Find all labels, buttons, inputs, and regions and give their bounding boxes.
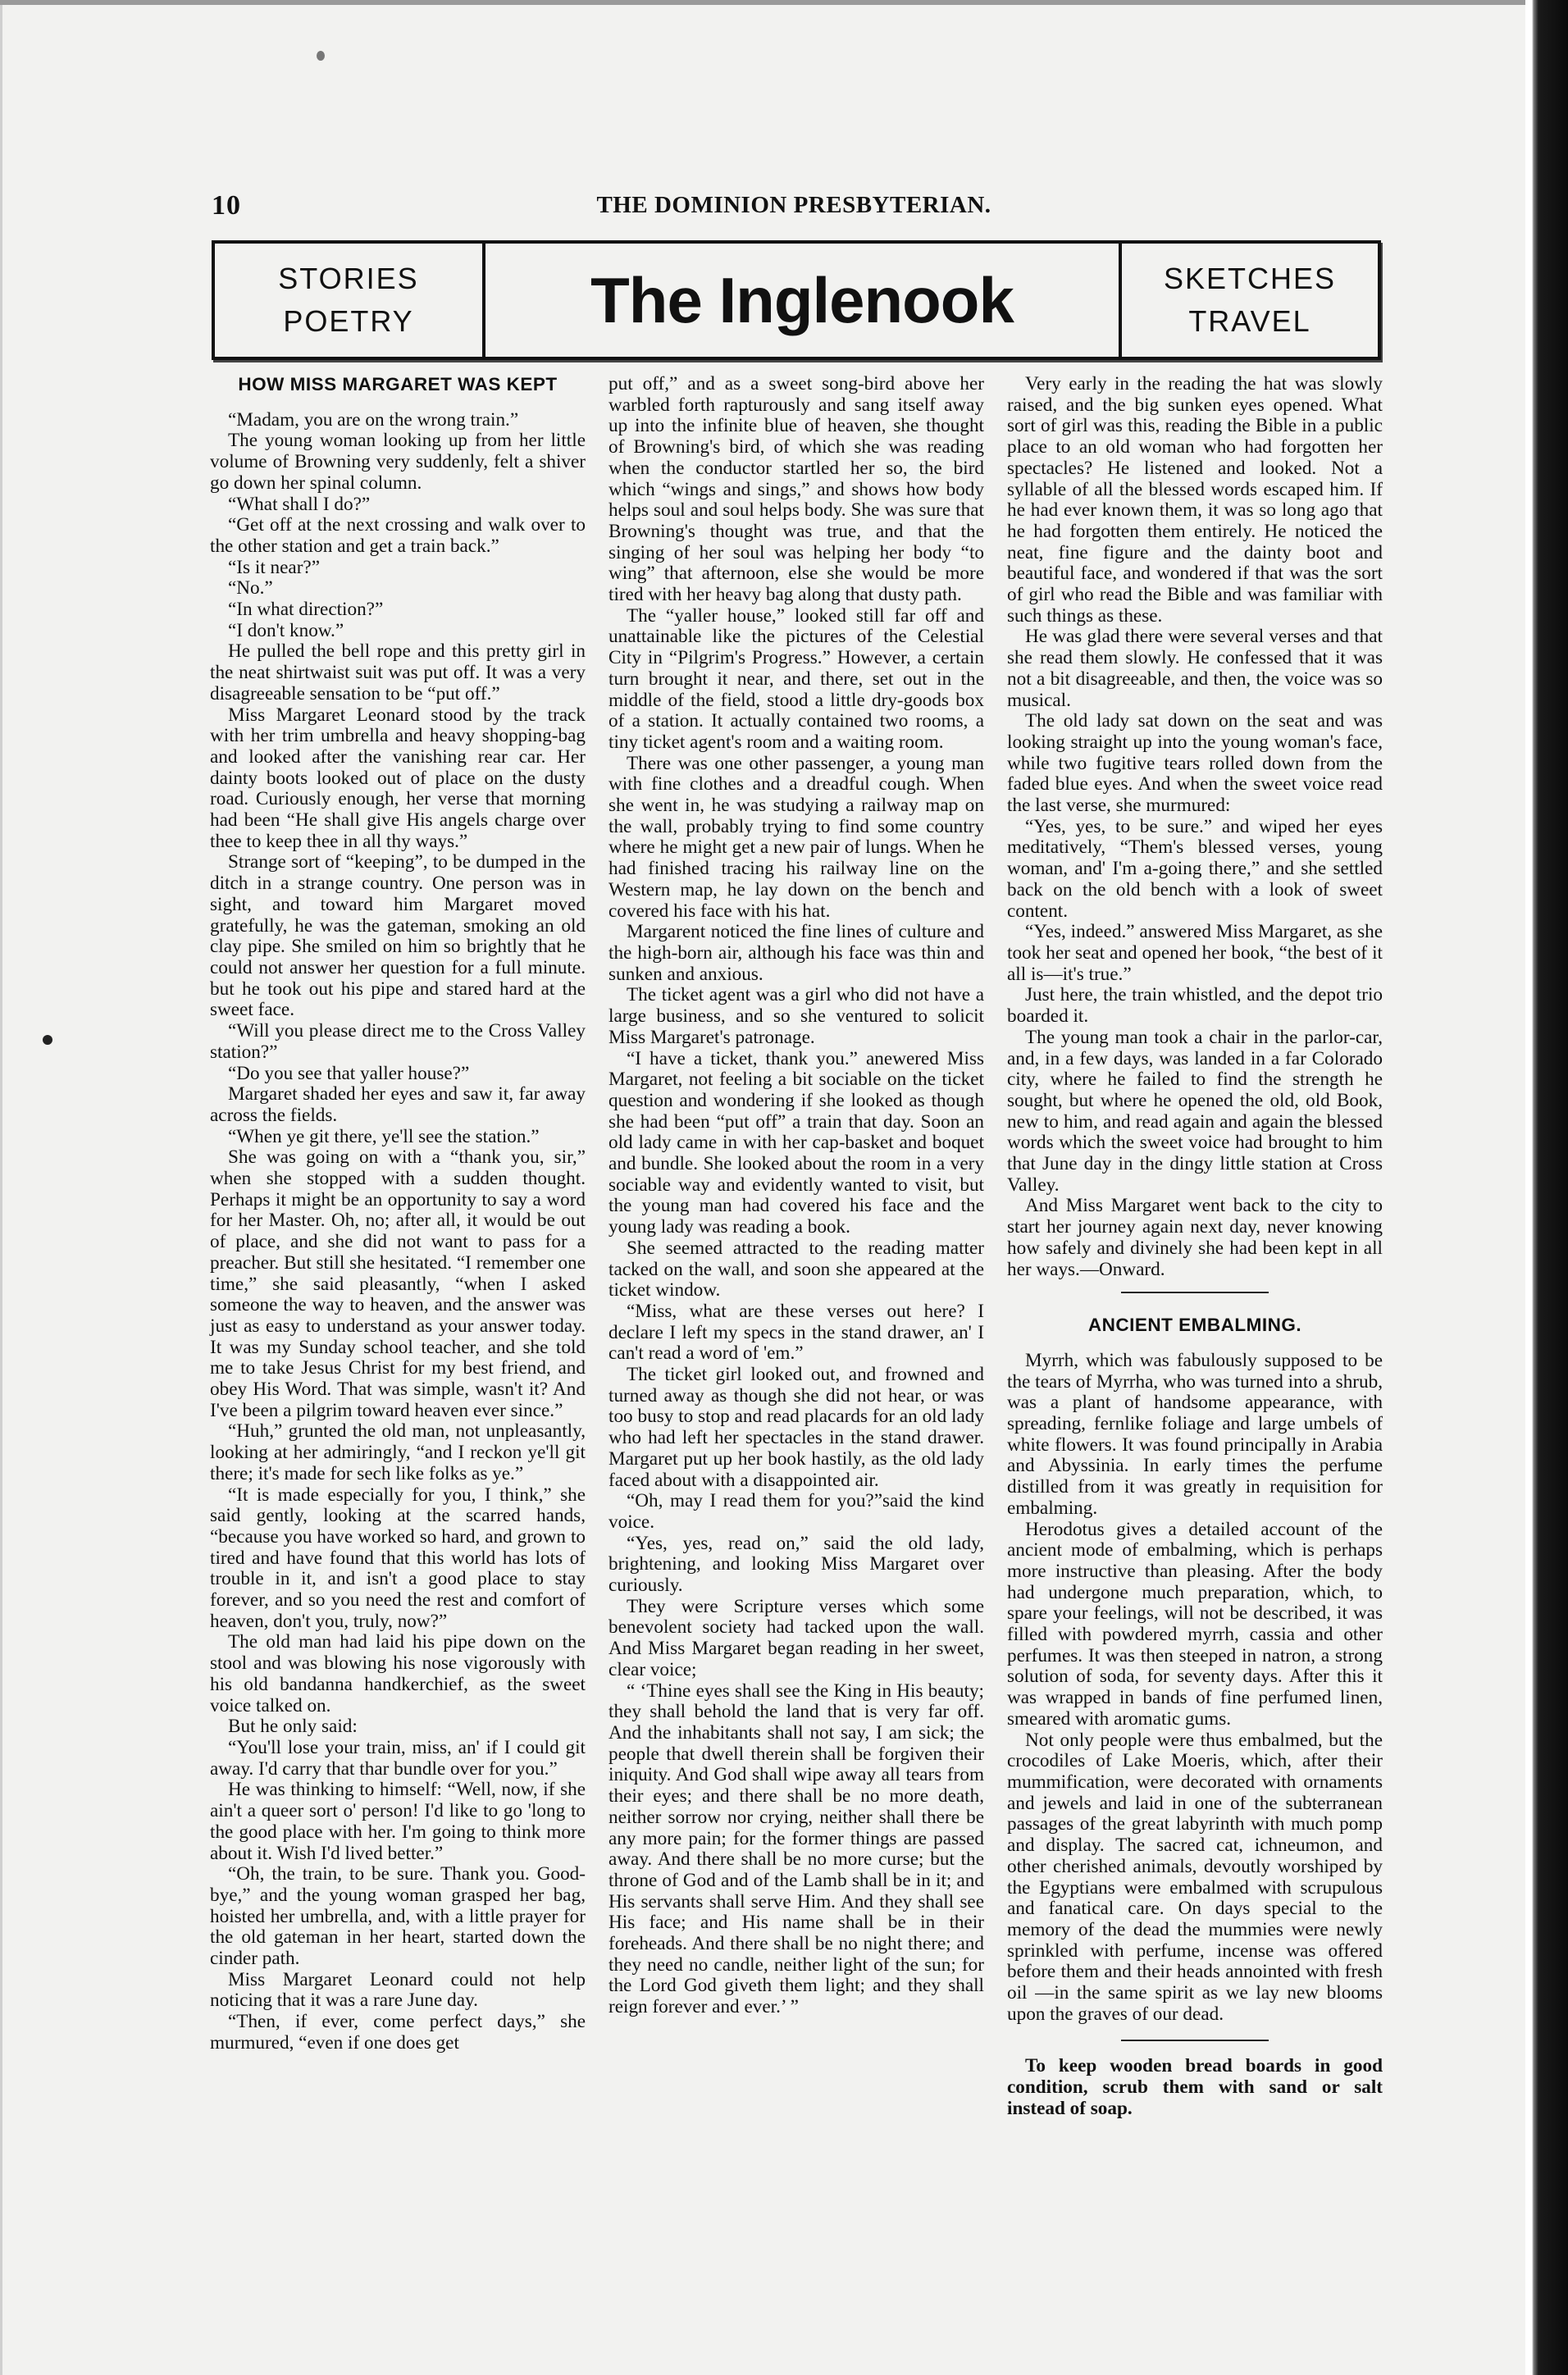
column-3-body	[1007, 374, 1383, 1280]
paragraph: Miss Margaret Leonard stood by the track with her trim umbrella and heavy shopping-bag and looked after the vanishing rear car. Her dainty boots looked out of place on the dusty road. Curiously enough, her verse that morning had been “He shall give His angels charge over thee to keep thee in all thy ways.”	[210, 704, 586, 852]
paragraph: “Oh, the train, to be sure. Thank you. Good-bye,” and the young woman grasped her bag, hoisted her umbrella, and, with a little prayer for the old gateman in her heart, started down the cinder path.	[210, 1863, 586, 1970]
paragraph: “Do you see that yaller house?”	[228, 1062, 470, 1084]
paragraph: Not only people were thus embalmed, but the crocodiles of Lake Moeris, which, after their mummification, were decorated with ornaments and jewels and laid in one of the subterranean passages of the great labyrinth with much pomp and display. The sacred cat, ichneumon, and other cherished animals, devoutly worshiped by the Egyptians were embalmed with scrupulous and fanatical care. On days special to the memory of the dead the mummies were newly sprinkled with perfume, incense was offered before them and their heads annointed with fresh oil —in the same spirit as we lay new blooms upon the graves of our dead.	[1007, 1729, 1383, 2025]
paragraph: “When ye git there, ye'll see the station.”	[228, 1125, 540, 1147]
paragraph: Just here, the train whistled, and the depot trio boarded it.	[1007, 984, 1383, 1028]
banner-title: The Inglenook	[590, 263, 1014, 336]
embalming-body	[1007, 1351, 1383, 2026]
article-headline: ANCIENT EMBALMING.	[1087, 1315, 1302, 1336]
paragraph: The old man had laid his pipe down on the stool and was blowing his nose vigorously with his old bandanna handkerchief, as the sweet voice talked on.	[210, 1631, 586, 1716]
paragraph: Strange sort of “keeping”, to be dumped in the ditch in a strange country. One person was in sight, and toward him Margaret moved gratefully, he was the gateman, smoking an old clay pipe. She smiled on him so brightly that he could not answer her question for a full minute. but he took out his pipe and stared hard at the sweet face.	[210, 851, 586, 1021]
paragraph: The young man took a chair in the parlor-car, and, in a few days, was landed in a far Colorado city, where he failed to find the strength he sought, but where he opened the old, old Book, new to him, and read again and again the blessed words which the sweet voice had brought to him that June day in the dingy little station at Cross Valley.	[1007, 1026, 1383, 1196]
note-paragraph: To keep wooden bread boards in good condition, scrub them with sand or salt instead of soap.	[1007, 2055, 1383, 2119]
paragraph: “You'll lose your train, miss, an' if I could git away. I'd carry that thar bundle over for you.”	[210, 1737, 586, 1780]
paragraph: They were Scripture verses which some benevolent society had tacked upon the wall. And Miss Margaret began reading in her sweet, clear voice;	[609, 1595, 984, 1680]
banner-right-line2: TRAVEL	[1188, 304, 1311, 338]
paragraph: “Huh,” grunted the old man, not unpleasantly, looking at her admiringly, “and I reckon ye'll git there; it's made for sech like folks as ye.”	[210, 1420, 586, 1484]
paragraph: Margarent noticed the fine lines of culture and the high-born air, although his face was thin and sunken and anxious.	[609, 921, 984, 985]
paragraph: The “yaller house,” looked still far off and unattainable like the pictures of the Celestial City in “Pilgrim's Progress.” However, a certain turn brought it near, and there, set out in the middle of the field, stood a little dry-goods box of a station. It actually contained two rooms, a tiny ticket agent's room and a waiting room.	[609, 604, 984, 753]
paragraph: “In what direction?”	[228, 599, 384, 621]
page-number: 10	[212, 190, 241, 221]
paragraph: He was glad there were several verses and that she read them slowly. He confessed that it was not a bit disagreeable, and then, the voice was so musical.	[1007, 626, 1383, 711]
paragraph: “Miss, what are these verses out here? I declare I left my specs in the stand drawer, an' I can't read a word of 'em.”	[609, 1300, 984, 1365]
paragraph: He was thinking to himself: “Well, now, if she ain't a queer sort o' person! I'd like to go 'long to the good place with her. I'm going to think more about it. Wish I'd lived better.”	[210, 1779, 586, 1864]
household-note	[1007, 2056, 1383, 2119]
paragraph: “It is made especially for you, I think,” she said gently, looking at the scarred hands, “because you have worked so hard, and grown to tired and have found that this world has lots of trouble in it, and isn't a good place to stay forever, and so you need the rest and comfort of heaven, don't you, truly, now?”	[210, 1484, 586, 1632]
section-divider	[1121, 1292, 1269, 1293]
column-1	[210, 374, 586, 2054]
scan-right-edge	[1525, 0, 1568, 2375]
paragraph: The young woman looking up from her little volume of Browning very suddenly, felt a shiver go down her spinal column.	[210, 430, 586, 494]
paragraph: “Yes, yes, to be sure.” and wiped her eyes meditatively, “Them's blessed verses, young woman, and' I'm a-going there,” and she settled back on the old bench with a look of sweet content.	[1007, 815, 1383, 922]
paragraph: The ticket girl looked out, and frowned and turned away as though she did not hear, or was too busy to stop and read placards for an old lady who had left her spectacles in the stand drawer. Margaret put up her book hastily, as the old lady faced about with a disappointed air.	[609, 1364, 984, 1491]
paragraph: She was going on with a “thank you, sir,” when she stopped with a sudden thought. Perhaps it might be an opportunity to say a word for her Master. Oh, no; after all, it would be out of place, and she did not want to pass for a preacher. But still she hesitated. “I remember one time,” she said pleasantly, “when I asked someone the way to heaven, and the answer was just as easy to understand as your answer today. It was my Sunday school teacher, and she told me to take Jesus Christ for my best friend, and obey His Word. That was simple, wasn't it? And I've been a pilgrim toward heaven ever since.”	[210, 1146, 586, 1421]
paragraph: “Is it near?”	[228, 556, 320, 578]
paragraph: “Oh, may I read them for you?”said the kind voice.	[609, 1490, 984, 1533]
paragraph: “What shall I do?”	[228, 493, 371, 515]
paragraph: “Madam, you are on the wrong train.”	[228, 408, 519, 431]
paragraph: Herodotus gives a detailed account of the ancient mode of embalming, which is perhaps more instructive than pleasing. After the body had undergone much preparation, which, to spare your feelings, will not be described, it was filled with powdered myrrh, cassia and other perfumes. It was then steeped in natron, a strong solution of soda, for seventy days. After this it was wrapped in bands of fine perfumed linen, smeared with aromatic gums.	[1007, 1518, 1383, 1730]
banner-left-box	[215, 244, 485, 357]
scan-speck	[43, 1035, 52, 1045]
paragraph: The old lady sat down on the seat and was looking straight up into the young woman's face, while two fugitive tears rolled down from the faded blue eyes. And when the sweet voice read the last verse, she murmured:	[1007, 710, 1383, 817]
paragraph: “Yes, indeed.” answered Miss Margaret, as she took her seat and opened her book, “the best of it all is—it's true.”	[1007, 921, 1383, 985]
banner-left-line1: STORIES	[278, 262, 419, 295]
paragraph: “Then, if ever, come perfect days,” she murmured, “even if one does get	[210, 2011, 586, 2054]
paragraph: The ticket agent was a girl who did not have a large business, and so she ventured to solicit Miss Margaret's patronage.	[609, 984, 984, 1048]
paragraph: Very early in the reading the hat was slowly raised, and the big sunken eyes opened. What sort of girl was this, reading the Bible in a public place to an old woman who had forgotten her spectacles? He listened and looked. Not a syllable of all the blessed words escaped him. If he had ever known them, it was so long ago that he had forgotten them entirely. He noticed the neat, fine figure and the dainty boot and beautiful face, and wondered if that was the sort of girl who read the Bible and was familiar with such things as these.	[1007, 373, 1383, 627]
section-banner	[212, 240, 1381, 360]
section-divider	[1121, 2040, 1269, 2041]
paragraph: “I have a ticket, thank you.” anewered Miss Margaret, not feeling a bit sociable on the ticket question and wondering if she looked as though she had been “put off” a train that day. Soon an old lady came in with her cap-basket and boquet and bundle. She looked about the room in a very sociable way and evidently wanted to visit, but the young man had covered his face and the young lady was reading a book.	[609, 1047, 984, 1238]
paragraph: He pulled the bell rope and this pretty girl in the neat shirtwaist suit was put off. It was a very disagreeable sensation to be “put off.”	[210, 640, 586, 704]
column-1-body	[210, 410, 586, 2054]
paragraph: Miss Margaret Leonard could not help noticing that it was a rare June day.	[210, 1968, 586, 2012]
scan-speck	[317, 51, 325, 61]
paragraph: put off,” and as a sweet song-bird above her warbled forth rapturously and sang itself away up into the infinite blue of heaven, she thought of Browning's bird, of which she was reading when the conductor startled her so, the bird which “wings and sings,” and shows how body helps soul and soul helps body. She was sure that Browning's thought was true, and that the singing of her soul was helping her body “to wing” that afternoon, else she would be more tired with her heavy bag along that dusty path.	[609, 373, 984, 606]
paragraph: Margaret shaded her eyes and saw it, far away across the fields.	[210, 1083, 586, 1126]
column-2	[609, 374, 984, 2018]
paragraph: “Will you please direct me to the Cross Valley station?”	[210, 1020, 586, 1063]
column-2-body	[609, 374, 984, 2018]
paragraph: Myrrh, which was fabulously supposed to be the tears of Myrrha, who was turned into a shrub, was a plant of handsome appearance, with spreading, fernlike foliage and large umbels of white flowers. It was found principally in Arabia and Abyssinia. In early times the perfume distilled from it was greatly in requisition for embalming.	[1007, 1349, 1383, 1519]
paragraph: She seemed attracted to the reading matter tacked on the wall, and soon she appeared at the ticket window.	[609, 1237, 984, 1301]
paragraph: There was one other passenger, a young man with fine clothes and a dreadful cough. When she went in, he was studying a railway map on the wall, probably trying to find some country where he might get a new pair of lungs. When he had finished tracing his railway line on the Western map, he lay down on the bench and covered his face with his hat.	[609, 752, 984, 922]
banner-right-box	[1119, 244, 1378, 357]
journal-title: THE DOMINION PRESBYTERIAN.	[596, 192, 991, 218]
column-3	[1007, 374, 1383, 2120]
paragraph: But he only said:	[228, 1716, 358, 1738]
scan-top-edge	[0, 0, 1525, 5]
paragraph: “No.”	[228, 577, 273, 599]
paragraph: And Miss Margaret went back to the city to start her journey again next day, never knowing how safely and divinely she had been kept in all her ways.—Onward.	[1007, 1195, 1383, 1280]
paragraph: “ ‘Thine eyes shall see the King in His beauty; they shall behold the land that is very far off. And the inhabitants shall not say, I am sick; the people that dwell therein shall be forgiven their iniquity. And God shall wipe away all tears from their eyes; and there shall be no more death, neither sorrow nor crying, neither shall there be any more pain; for the former things are passed away. And there shall be no more curse; but the throne of God and of the Lamb shall be in it; and His servants shall serve Him. And they shall see His face; and His name shall be in their foreheads. And there shall be no night there; and they need no candle, neither light of the sun; for the Lord God giveth them light; and they shall reign forever and ever.’ ”	[609, 1680, 984, 2018]
paragraph: “I don't know.”	[228, 619, 344, 641]
paragraph: “Get off at the next crossing and walk over to the other station and get a train back.”	[210, 514, 586, 557]
article-headline: HOW MISS MARGARET WAS KEPT	[238, 374, 558, 394]
banner-left-line2: POETRY	[283, 304, 414, 338]
running-head	[212, 190, 1376, 226]
paragraph: “Yes, yes, read on,” said the old lady, brightening, and looking Miss Margaret over curiously.	[609, 1532, 984, 1597]
banner-right-line1: SKETCHES	[1163, 262, 1337, 295]
